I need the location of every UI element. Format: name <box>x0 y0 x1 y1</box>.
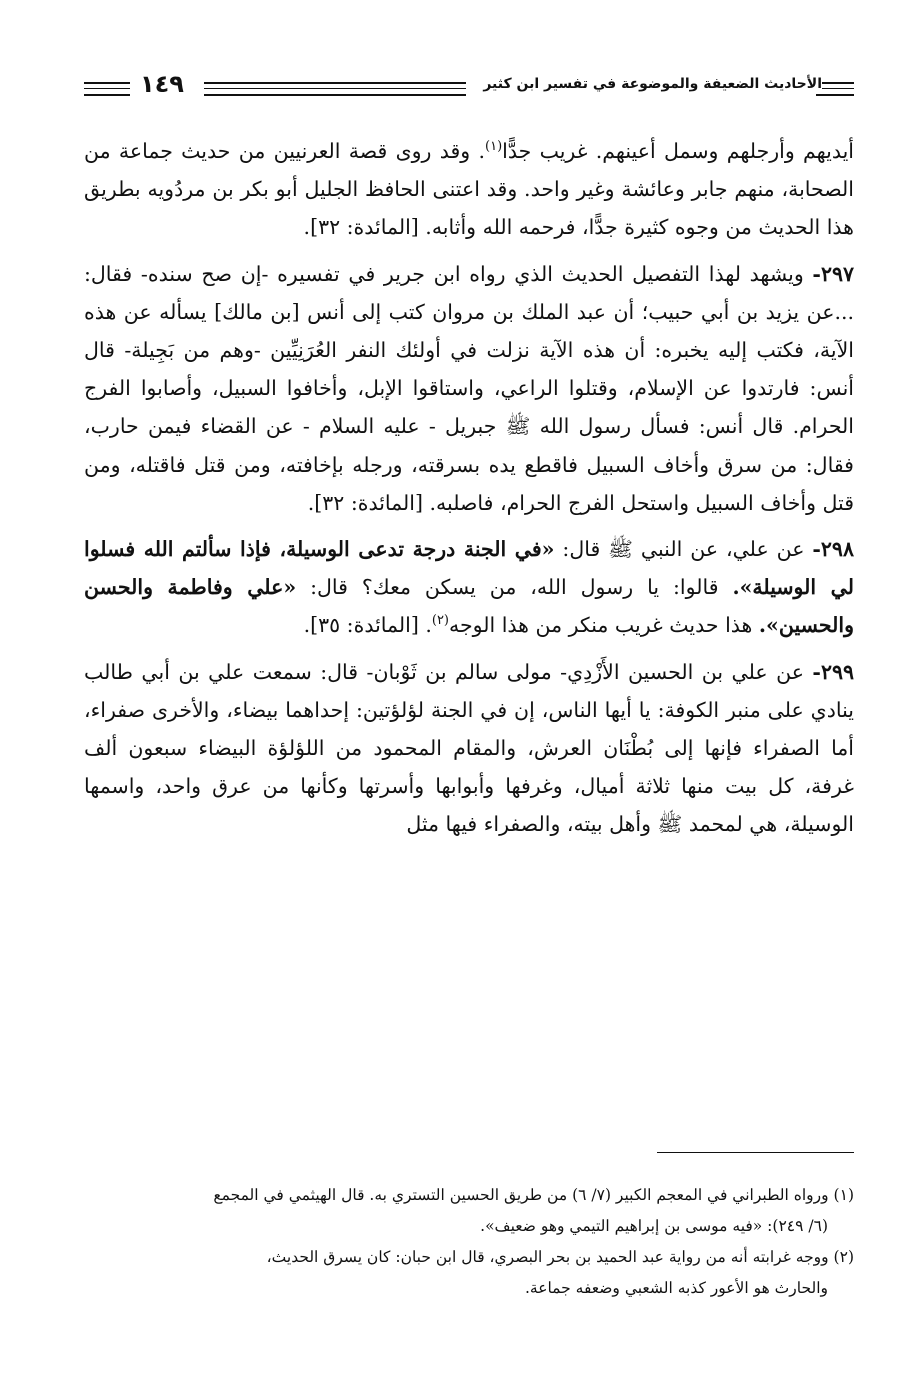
paragraph-text: ويشهد لهذا التفصيل الحديث الذي رواه ابن جرير في تفسيره -إن صح سنده- فقال: ...عن يزيد بن أبي حبيب؛ أن عبد الملك بن مروان كتب إلى أنس [بن مالك] يسأله عن هذه الآية، فكتب إليه يخبره: أن هذه الآية نزلت في أولئك النفر العُرَنِيِّين -وهم من بَجِيلة- قال أنس: فارتدوا عن الإسلام، وقتلوا الراعي، واستاقوا الإبل، وأخافوا السبيل، وأصابوا الفرج الحرام. قال أنس: فسأل رسول الله ﷺ جبريل - عليه السلام - عن القضاء فيمن حارب، فقال: من سرق وأخاف السبيل فاقطع يده بسرقته، ورجله بإخافته، ومن قتل فاقتله، ومن قتل وأخاف السبيل واستحل الفرج الحرام، فاصلبه. <box>84 261 854 515</box>
paragraph-text: أيديهم وأرجلهم وسمل أعينهم. غريب جدًّا <box>502 139 854 163</box>
hadith-299 <box>84 653 854 844</box>
paragraph-text: عن علي بن الحسين الأَزْدِي- مولى سالم بن ثَوْبان- قال: سمعت علي بن أبي طالب ينادي على منبر الكوفة: يا أيها الناس، إن في الجنة لؤلؤتين: إحداهما بيضاء، والأخرى صفراء، أما الصفراء فإنها إلى بُطْنَان العرش، والمقام المحمود من اللؤلؤة البيضاء سبعون ألف غرفة، كل بيت منها ثلاثة أميال، وغرفها وأبوابها وأسرتها وكأنها من عرق واحد، واسمها الوسيلة، هي لمحمد ﷺ وأهل بيته، والصفراء فيها مثل <box>84 659 854 837</box>
footnote-ref-1[interactable]: (١) <box>485 139 503 155</box>
hadith-quote: «في الجنة درجة تدعى الوسيلة، فإذا سألتم الله فسلوا لي الوسيلة». <box>84 537 854 600</box>
header-rule-middle <box>204 82 466 84</box>
header-rule-middle <box>204 88 466 89</box>
paragraph-text: هذا حديث غريب منكر من هذا الوجه <box>449 613 753 638</box>
paragraph-text: . وقد روى قصة العرنيين من حديث جماعة من الصحابة، منهم جابر وعائشة وغير واحد. وقد اعتنى الحافظ الجليل أبو بكر بن مردُويه بطريق هذا الحديث من وجوه كثيرة جدًّا، فرحمه الله وأثابه. <box>84 139 854 240</box>
footnote-ref-2[interactable]: (٢) <box>431 613 449 629</box>
hadith-298 <box>84 530 854 645</box>
hadith-quote: «علي وفاطمة والحسن والحسين». <box>84 575 854 638</box>
header-rule-right <box>816 94 854 96</box>
hadith-297 <box>84 255 854 522</box>
header-title: الأحاديث الضعيفة والموضوعة في تفسير ابن كثير <box>477 76 822 92</box>
main-text <box>84 132 854 844</box>
header-rule-left <box>84 82 130 84</box>
quran-reference: [المائدة: ٣٢]. <box>303 215 419 240</box>
paragraph-1 <box>84 132 854 247</box>
header-rule-middle <box>204 94 466 96</box>
header-rule-left <box>84 94 130 96</box>
running-header <box>84 72 854 106</box>
paragraph-text: قالوا: يا رسول الله، من يسكن معك؟ قال: <box>310 575 719 600</box>
footnote-2-continued: والحارث هو الأعور كذبه الشعبي وضعفه جماعة. <box>524 1279 828 1297</box>
hadith-number: ٢٩٧- <box>812 261 854 286</box>
quran-reference: [المائدة: ٣٢]. <box>307 490 423 515</box>
footnote-separator <box>657 1152 854 1153</box>
footnote-1: (١) ورواه الطبراني في المعجم الكبير (٧/ ٦) من طريق الحسين التستري به. قال الهيثمي في المجمع <box>213 1186 854 1204</box>
quran-reference: . [المائدة: ٣٥]. <box>303 613 432 638</box>
header-rule-left <box>84 88 130 89</box>
footnotes <box>84 1180 854 1304</box>
paragraph-text: عن علي، عن النبي ﷺ قال: <box>562 537 805 562</box>
hadith-number: ٢٩٨- <box>812 537 854 562</box>
hadith-number: ٢٩٩- <box>812 659 854 684</box>
footnote-2: (٢) ووجه غرابته أنه من رواية عبد الحميد بن بحر البصري، قال ابن حبان: كان يسرق الحديث، <box>266 1248 854 1266</box>
footnote-1-continued: (٦/ ٢٤٩): «فيه موسى بن إبراهيم التيمي وهو ضعيف». <box>480 1217 828 1235</box>
page-number: ١٤٩ <box>136 70 188 98</box>
